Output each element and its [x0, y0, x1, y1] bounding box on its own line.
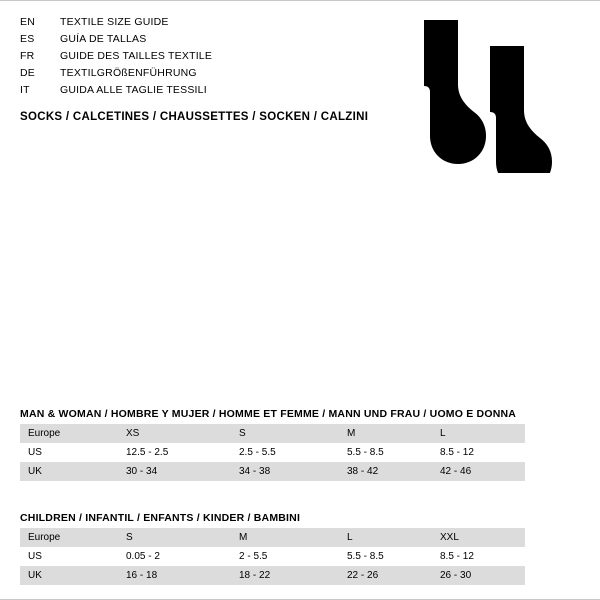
language-text: GUÍA DE TALLAS: [60, 33, 147, 45]
table-cell: XXL: [432, 528, 525, 547]
table-cell: 16 - 18: [118, 566, 231, 585]
table-cell: M: [339, 424, 432, 443]
table-caption: MAN & WOMAN / HOMBRE Y MUJER / HOMME ET FEMME / MANN UND FRAU / UOMO E DONNA: [20, 408, 517, 420]
table-cell: 22 - 26: [339, 566, 432, 585]
table-cell: UK: [20, 462, 118, 481]
language-code: ES: [20, 33, 35, 45]
table-row: [20, 443, 525, 462]
table-cell: 5.5 - 8.5: [339, 547, 432, 566]
table-cell: Europe: [20, 424, 118, 443]
language-row: [20, 33, 350, 50]
table-cell: 2.5 - 5.5: [231, 443, 339, 462]
table-cell: US: [20, 443, 118, 462]
table-row: [20, 528, 525, 547]
table-cell: US: [20, 547, 118, 566]
table-cell: 34 - 38: [231, 462, 339, 481]
language-code: IT: [20, 84, 30, 96]
table-cell: XS: [118, 424, 231, 443]
table-cell: Europe: [20, 528, 118, 547]
table-cell: 38 - 42: [339, 462, 432, 481]
table-row: [20, 566, 525, 585]
language-code: FR: [20, 50, 35, 62]
language-row: [20, 50, 350, 67]
table-caption: CHILDREN / INFANTIL / ENFANTS / KINDER / BAMBINI: [20, 512, 301, 524]
language-text: GUIDA ALLE TAGLIE TESSILI: [60, 84, 207, 96]
language-row: [20, 84, 350, 101]
table-cell: 42 - 46: [432, 462, 525, 481]
language-text: TEXTILE SIZE GUIDE: [60, 16, 169, 28]
size-table: [20, 424, 525, 481]
table-cell: 26 - 30: [432, 566, 525, 585]
table-cell: 30 - 34: [118, 462, 231, 481]
table-cell: 8.5 - 12: [432, 443, 525, 462]
table-cell: 18 - 22: [231, 566, 339, 585]
top-divider: [0, 0, 600, 1]
table-cell: 12.5 - 2.5: [118, 443, 231, 462]
table-row: [20, 547, 525, 566]
size-table: [20, 528, 525, 585]
table-cell: 0.05 - 2: [118, 547, 231, 566]
table-cell: M: [231, 528, 339, 547]
table-row: [20, 424, 525, 443]
page-title: SOCKS / CALCETINES / CHAUSSETTES / SOCKEN / CALZINI: [20, 111, 369, 123]
table-cell: 5.5 - 8.5: [339, 443, 432, 462]
language-code: DE: [20, 67, 35, 79]
language-row: [20, 67, 350, 84]
size-table-man-woman: [20, 408, 517, 481]
table-cell: S: [118, 528, 231, 547]
table-cell: L: [432, 424, 525, 443]
table-cell: L: [339, 528, 432, 547]
language-code: EN: [20, 16, 35, 28]
table-cell: UK: [20, 566, 118, 585]
sock-shape-right: [490, 46, 552, 173]
size-table-children: [20, 512, 485, 585]
sock-shape-left: [424, 20, 486, 164]
language-text: GUIDE DES TAILLES TEXTILE: [60, 50, 213, 62]
table-cell: S: [231, 424, 339, 443]
socks-illustration: [408, 18, 568, 173]
table-cell: 8.5 - 12: [432, 547, 525, 566]
language-list: [20, 16, 350, 101]
table-cell: 2 - 5.5: [231, 547, 339, 566]
table-row: [20, 462, 525, 481]
language-text: TEXTILGRÖßENFÜHRUNG: [60, 67, 197, 79]
language-row: [20, 16, 350, 33]
